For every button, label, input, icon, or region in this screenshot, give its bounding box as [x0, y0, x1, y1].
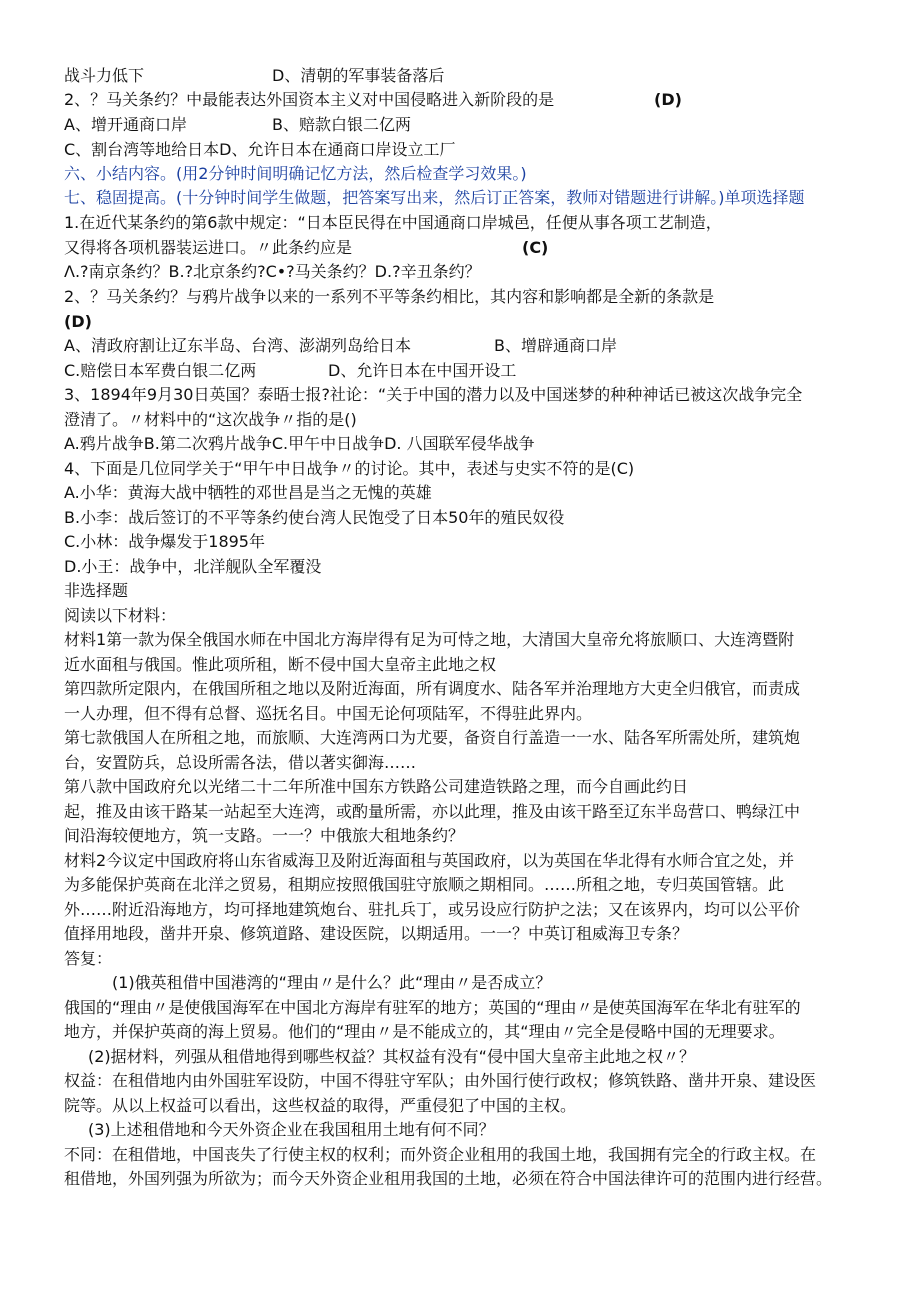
answer: (D): [64, 312, 92, 331]
option-a: A.小华：黄海大战中牺牲的邓世昌是当之无愧的英雄: [64, 483, 432, 502]
section-seven-heading: 七、稳固提高。(十分钟时间学生做题，把答案写出来，然后订正答案，教师对错题进行讲解。)单项选择题: [64, 188, 805, 207]
material-1: 一人办理，但不得有总督、巡抚名目。中国无论何项陆军，不得驻此界内。: [64, 704, 593, 723]
option-b: B、赔款白银二亿两: [272, 115, 411, 134]
answer-heading: 答复：: [64, 949, 113, 968]
answer: (C): [522, 238, 549, 257]
sub-question-2: (2)据材料，列强从租借地得到哪些权益？其权益有没有“侵中国大皇帝主此地之权〃？: [88, 1047, 695, 1066]
question-3-options: A.鸦片战争B.第二次鸦片战争C.甲午中日战争D. 八国联军侵华战争: [64, 434, 535, 453]
options-cd: [64, 361, 864, 381]
question-2: [64, 90, 864, 110]
material-2: 值择用地段，凿井开泉、修筑道路、建设医院，以期适用。一一？中英订租威海卫专条？: [64, 924, 689, 943]
material-1: 材料1第一款为保全俄国水师在中国北方海岸得有足为可恃之地，大清国大皇帝允将旅顺口、大连湾暨附: [64, 630, 795, 649]
option-a: A、增开通商口岸: [64, 115, 187, 134]
option-d: D.小王：战争中，北洋舰队全军覆没: [64, 557, 322, 576]
material-2: 为多能保护英商在北洋之贸易，租期应按照俄国驻守旅顺之期相同。……所租之地，专归英国管辖。此: [64, 875, 785, 894]
text-line: [64, 66, 864, 86]
material-1: 第七款俄国人在所租之地，而旅顺、大连湾两口为尤要，备资自行盖造一一水、陆各军所需处所，建筑炮: [64, 728, 801, 747]
question-1: 1.在近代某条约的第6款中规定：“日本臣民得在中国通商口岸城邑，任便从事各项工艺制造，: [64, 213, 722, 232]
question-1-options: Λ.?南京条约？B.?北京条约?C•?马关条约？D.?辛丑条约？: [64, 262, 481, 281]
material-1: 第八款中国政府允以光绪二十二年所准中国东方铁路公司建造铁路之理，而今自画此约日: [64, 777, 689, 796]
sub-answer-1: 俄国的“理由〃是使俄国海军在中国北方海岸有驻军的地方；英国的“理由〃是使英国海军在华北有驻军的: [64, 998, 801, 1017]
sub-question-1: (1)俄英租借中国港湾的“理由〃是什么？此“理由〃是否成立？: [112, 973, 552, 992]
sub-answer-2: 权益：在租借地内由外国驻军设防，中国不得驻守军队；由外国行使行政权；修筑铁路、凿井开泉、建设医: [64, 1071, 817, 1090]
option-b: B、增辟通商口岸: [494, 336, 617, 355]
sub-answer-3: 租借地，外国列强为所欲为；而今天外资企业租用我国的土地，必须在符合中国法律许可的范围内进行经营。: [64, 1169, 833, 1188]
sub-question-3: (3)上述租借地和今天外资企业在我国租用土地有何不同？: [88, 1120, 495, 1139]
instruction: 阅读以下材料：: [64, 606, 177, 625]
option-b: B.小李：战后签订的不平等条约使台湾人民饱受了日本50年的殖民奴役: [64, 508, 565, 527]
material-1: 间沿海较便地方，筑一支路。一一？中俄旅大租地条约？: [64, 826, 465, 845]
question-3-cont: 澄清了。〃材料中的“这次战争〃指的是(): [64, 410, 357, 429]
option-d: D、清朝的军事装备落后: [272, 66, 445, 85]
section-heading: 非选择题: [64, 581, 129, 600]
material-2: 材料2今议定中国政府将山东省威海卫及附近海面租与英国政府，以为英国在华北得有水师合宜之处，并: [64, 851, 795, 870]
option-a: A、清政府割让辽东半岛、台湾、澎湖列岛给日本: [64, 336, 411, 355]
sub-answer-1: 地方，并保护英商的海上贸易。他们的“理由〃是不能成立的，其“理由〃完全是侵略中国的无理要求。: [64, 1022, 785, 1041]
question-2b: 2、？马关条约？与鸦片战争以来的一系列不平等条约相比，其内容和影响都是全新的条款是: [64, 287, 715, 306]
option-c: C.小林：战争爆发于1895年: [64, 532, 265, 551]
material-1: 第四款所定限内，在俄国所租之地以及附近海面，所有调度水、陆各军并治理地方大吏全归俄官，而责成: [64, 679, 801, 698]
question-4: 4、下面是几位同学关于“甲午中日战争〃的讨论。其中，表述与史实不符的是(C): [64, 459, 635, 478]
section-six-heading: 六、小结内容。(用2分钟时间明确记忆方法，然后检查学习效果。): [64, 164, 527, 183]
material-1: 近水面租与俄国。惟此项所租，断不侵中国大皇帝主此地之权: [64, 655, 497, 674]
answer: (D): [654, 90, 682, 109]
question-3: 3、1894年9月30日英国？泰晤士报?社论：“关于中国的潜力以及中国迷梦的种种神话已被这次战争完全: [64, 385, 803, 404]
option-c-continued: 战斗力低下: [64, 66, 145, 85]
material-2: 外……附近沿海地方，均可择地建筑炮台、驻扎兵丁，或另设应行防护之法；又在该界内，均可以公平价: [64, 900, 801, 919]
option-c: C.赔偿日本军费白银二亿两: [64, 361, 257, 380]
option-d: D、允许日本在中国开设工: [328, 361, 517, 380]
options-cd: C、割台湾等地给日本D、允许日本在通商口岸设立工厂: [64, 140, 456, 159]
material-1: 台，安置防兵，总设所需各法，借以著实御海……: [64, 753, 417, 772]
options-ab: [64, 115, 864, 135]
material-1: 起，推及由该干路某一站起至大连湾，或酌量所需，亦以此理，推及由该干路至辽东半岛营口、鸭绿江中: [64, 802, 801, 821]
options-ab: [64, 336, 864, 356]
sub-answer-3: 不同：在租借地，中国丧失了行使主权的权利；而外资企业租用的我国土地，我国拥有完全的行政主权。在: [64, 1145, 817, 1164]
question-1-cont: [64, 238, 864, 258]
question-text: 又得将各项机器装运进口。〃此条约应是: [64, 238, 353, 257]
question-text: 2、？马关条约？中最能表达外国资本主义对中国侵略进入新阶段的是: [64, 90, 555, 109]
sub-answer-2: 院等。从以上权益可以看出，这些权益的取得，严重侵犯了中国的主权。: [64, 1096, 577, 1115]
